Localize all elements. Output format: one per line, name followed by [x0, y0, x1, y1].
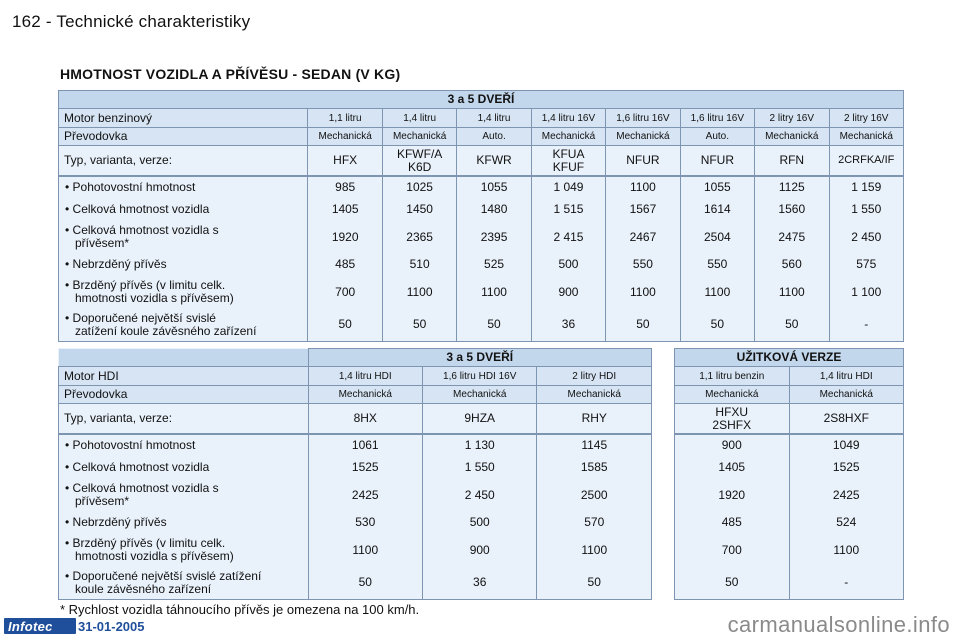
engine-cell: 1,4 litru HDI: [308, 367, 422, 385]
value-cell: 2425: [789, 479, 904, 512]
engine-cell: 1,6 litru 16V: [680, 109, 754, 127]
value-cell: 1 159: [829, 176, 904, 198]
row-label-line: • Celková hmotnost vozidla: [65, 202, 210, 217]
gearbox-cell: Mechanická: [382, 127, 456, 145]
row-label: Převodovka: [59, 127, 308, 145]
value-cell: 1100: [606, 176, 680, 198]
row-label-line: • Celková hmotnost vozidla s: [65, 481, 219, 496]
value-cell: 1920: [675, 479, 790, 512]
gearbox-cell: Mechanická: [829, 127, 904, 145]
variant-row: [59, 404, 652, 435]
value-cell: 1100: [537, 534, 652, 567]
row-label: [59, 512, 309, 534]
value-cell: 50: [755, 309, 829, 342]
value-cell: 560: [755, 254, 829, 276]
row-label: [59, 434, 309, 456]
value-cell: 1 130: [422, 434, 536, 456]
engine-cell: 2 litry 16V: [829, 109, 904, 127]
weight-rows: [59, 434, 652, 599]
weight-row: [675, 434, 904, 456]
value-cell: 900: [675, 434, 790, 456]
variant-row: [675, 404, 904, 435]
value-cell: 1100: [755, 276, 829, 309]
row-label: Typ, varianta, verze:: [59, 146, 308, 177]
value-cell: 1049: [789, 434, 904, 456]
value-cell: 524: [789, 512, 904, 534]
value-cell: 1125: [755, 176, 829, 198]
weight-row: [59, 199, 904, 221]
value-cell: 2 415: [531, 221, 605, 254]
variant-cell: NFUR: [680, 146, 754, 177]
row-label-continuation: přívěsem*: [75, 236, 130, 251]
row-label: [59, 534, 309, 567]
value-cell: 700: [675, 534, 790, 567]
gearbox-row: [59, 127, 904, 145]
gearbox-cell: Mechanická: [308, 127, 382, 145]
gearbox-cell: Mechanická: [537, 385, 652, 403]
weight-row: [59, 176, 904, 198]
value-cell: 1145: [537, 434, 652, 456]
value-cell: -: [829, 309, 904, 342]
row-label: [59, 479, 309, 512]
value-cell: 1525: [789, 457, 904, 479]
value-cell: 575: [829, 254, 904, 276]
value-cell: 1061: [308, 434, 422, 456]
value-cell: 2 450: [829, 221, 904, 254]
weight-row: [675, 457, 904, 479]
weight-row: [675, 534, 904, 567]
row-label-line: • Brzděný přívěs (v limitu celk.: [65, 278, 226, 293]
engine-cell: 1,6 litru 16V: [606, 109, 680, 127]
value-cell: 50: [382, 309, 456, 342]
gearbox-cell: Mechanická: [675, 385, 790, 403]
value-cell: 1100: [457, 276, 531, 309]
gearbox-cell: Mechanická: [606, 127, 680, 145]
value-cell: 50: [537, 567, 652, 600]
row-label-line: • Pohotovostní hmotnost: [65, 180, 196, 195]
value-cell: 1585: [537, 457, 652, 479]
value-cell: 1560: [755, 199, 829, 221]
value-cell: 2395: [457, 221, 531, 254]
value-cell: 500: [422, 512, 536, 534]
variant-cell: 8HX: [308, 404, 422, 435]
gearbox-row: [675, 385, 904, 403]
weight-rows: [59, 176, 904, 341]
value-cell: 1055: [457, 176, 531, 198]
value-cell: 50: [606, 309, 680, 342]
value-cell: 550: [606, 254, 680, 276]
gearbox-row: [59, 385, 652, 403]
weight-row: [59, 534, 652, 567]
weight-rows: [675, 434, 904, 599]
value-cell: 485: [308, 254, 382, 276]
value-cell: 1100: [789, 534, 904, 567]
gearbox-cell: Mechanická: [755, 127, 829, 145]
row-label: Převodovka: [59, 385, 309, 403]
value-cell: -: [789, 567, 904, 600]
value-cell: 1 515: [531, 199, 605, 221]
engine-row: [675, 367, 904, 385]
engine-cell: 1,4 litru 16V: [531, 109, 605, 127]
row-label: [59, 457, 309, 479]
value-cell: 50: [457, 309, 531, 342]
row-label-line: • Brzděný přívěs (v limitu celk.: [65, 536, 226, 551]
weight-row: [59, 221, 904, 254]
engine-row: [59, 109, 904, 127]
gearbox-cell: Mechanická: [308, 385, 422, 403]
weight-row: [675, 479, 904, 512]
variant-cell: 2S8HXF: [789, 404, 904, 435]
gearbox-cell: Auto.: [457, 127, 531, 145]
value-cell: 50: [308, 309, 382, 342]
value-cell: 36: [531, 309, 605, 342]
value-cell: 1 550: [829, 199, 904, 221]
row-label-continuation: zatížení koule závěsného zařízení: [75, 323, 257, 338]
engine-cell: 1,1 litru benzin: [675, 367, 790, 385]
weight-row: [59, 309, 904, 342]
variant-cell: KFWR: [457, 146, 531, 177]
variant-cell: RFN: [755, 146, 829, 177]
engine-cell: 1,4 litru: [382, 109, 456, 127]
row-label: Motor benzinový: [59, 109, 308, 127]
row-label-continuation: koule závěsného zařízení: [75, 581, 212, 596]
page-title: 162 - Technické charakteristiky: [12, 12, 251, 31]
value-cell: 510: [382, 254, 456, 276]
row-label-line: • Celková hmotnost vozidla: [65, 460, 210, 475]
value-cell: 2504: [680, 221, 754, 254]
value-cell: 1450: [382, 199, 456, 221]
weight-row: [59, 512, 652, 534]
value-cell: 1100: [680, 276, 754, 309]
value-cell: 1025: [382, 176, 456, 198]
value-cell: 1480: [457, 199, 531, 221]
value-cell: 2500: [537, 479, 652, 512]
group-header: 3 a 5 DVEŘÍ: [59, 91, 904, 109]
row-label-line: • Nebrzděný přívěs: [65, 515, 167, 530]
logo-text: Infotec: [8, 619, 53, 634]
section-title: HMOTNOST VOZIDLA A PŘÍVĚSU - SEDAN (V KG): [60, 66, 401, 82]
weight-row: [59, 479, 652, 512]
row-label-continuation: hmotnosti vozidla s přívěsem): [75, 291, 234, 306]
variant-cell: RHY: [537, 404, 652, 435]
petrol-weights-table: [58, 90, 904, 342]
hdi-weights-table: [58, 348, 652, 600]
value-cell: 1614: [680, 199, 754, 221]
variant-cell: KFWF/A K6D: [382, 146, 456, 177]
variant-cell: HFXU 2SHFX: [675, 404, 790, 435]
weight-row: [59, 276, 904, 309]
value-cell: 570: [537, 512, 652, 534]
value-cell: 2467: [606, 221, 680, 254]
value-cell: 530: [308, 512, 422, 534]
weight-row: [675, 567, 904, 600]
engine-cell: 1,6 litru HDI 16V: [422, 367, 536, 385]
value-cell: 1055: [680, 176, 754, 198]
weight-row: [59, 457, 652, 479]
row-label-line: • Doporučené největší svislé zatížení: [65, 568, 262, 583]
value-cell: 900: [422, 534, 536, 567]
value-cell: 550: [680, 254, 754, 276]
value-cell: 1100: [606, 276, 680, 309]
weight-row: [59, 434, 652, 456]
utility-weights-table: [674, 348, 904, 600]
row-label-line: • Pohotovostní hmotnost: [65, 438, 196, 453]
weight-row: [59, 254, 904, 276]
value-cell: 900: [531, 276, 605, 309]
weight-row: [59, 567, 652, 600]
value-cell: 1405: [675, 457, 790, 479]
engine-cell: 1,4 litru HDI: [789, 367, 904, 385]
row-label: Motor HDI: [59, 367, 309, 385]
weight-row: [675, 512, 904, 534]
value-cell: 50: [308, 567, 422, 600]
value-cell: 1525: [308, 457, 422, 479]
engine-cell: 1,4 litru: [457, 109, 531, 127]
value-cell: 1 550: [422, 457, 536, 479]
engine-row: [59, 367, 652, 385]
variant-cell: 9HZA: [422, 404, 536, 435]
value-cell: 2475: [755, 221, 829, 254]
group-header: UŽITKOVÁ VERZE: [675, 349, 904, 367]
engine-cell: 2 litry 16V: [755, 109, 829, 127]
value-cell: 985: [308, 176, 382, 198]
value-cell: 1920: [308, 221, 382, 254]
value-cell: 700: [308, 276, 382, 309]
value-cell: 1 049: [531, 176, 605, 198]
variant-cell: NFUR: [606, 146, 680, 177]
row-label-line: • Doporučené největší svislé: [65, 310, 216, 325]
variant-row: [59, 146, 904, 177]
row-label: [59, 567, 309, 600]
value-cell: 1 100: [829, 276, 904, 309]
watermark: carmanualsonline.info: [727, 612, 950, 637]
engine-cell: 2 litry HDI: [537, 367, 652, 385]
row-label-continuation: přívěsem*: [75, 494, 130, 509]
value-cell: 2365: [382, 221, 456, 254]
blank-cell: [59, 349, 309, 367]
value-cell: 525: [457, 254, 531, 276]
row-label: [59, 254, 308, 276]
group-header: 3 a 5 DVEŘÍ: [308, 349, 652, 367]
value-cell: 2 450: [422, 479, 536, 512]
row-label-continuation: hmotnosti vozidla s přívěsem): [75, 549, 234, 564]
gearbox-cell: Auto.: [680, 127, 754, 145]
value-cell: 50: [680, 309, 754, 342]
row-label: [59, 176, 308, 198]
value-cell: 50: [675, 567, 790, 600]
engine-cell: 1,1 litru: [308, 109, 382, 127]
row-label: [59, 276, 308, 309]
value-cell: 1567: [606, 199, 680, 221]
value-cell: 36: [422, 567, 536, 600]
value-cell: 1100: [382, 276, 456, 309]
row-label-line: • Celková hmotnost vozidla s: [65, 223, 219, 238]
row-label: [59, 199, 308, 221]
variant-cell: 2CRFKA/IF: [829, 146, 904, 177]
variant-cell: HFX: [308, 146, 382, 177]
variant-cell: KFUA KFUF: [531, 146, 605, 177]
value-cell: 1100: [308, 534, 422, 567]
value-cell: 485: [675, 512, 790, 534]
footnote: * Rychlost vozidla táhnoucího přívěs je omezena na 100 km/h.: [60, 602, 420, 617]
gearbox-cell: Mechanická: [531, 127, 605, 145]
gearbox-cell: Mechanická: [422, 385, 536, 403]
value-cell: 500: [531, 254, 605, 276]
value-cell: 1405: [308, 199, 382, 221]
value-cell: 2425: [308, 479, 422, 512]
gearbox-cell: Mechanická: [789, 385, 904, 403]
row-label-line: • Nebrzděný přívěs: [65, 257, 167, 272]
row-label: [59, 309, 308, 342]
row-label: Typ, varianta, verze:: [59, 404, 309, 435]
print-date: 31-01-2005: [78, 619, 145, 634]
row-label: [59, 221, 308, 254]
